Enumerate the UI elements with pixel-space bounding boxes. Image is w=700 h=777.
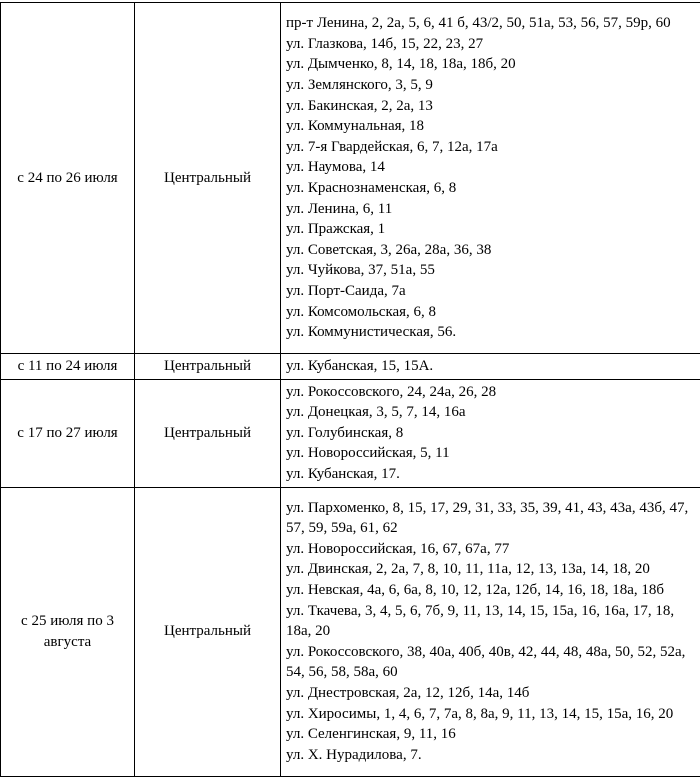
street-line: ул. Чуйкова, 37, 51а, 55 — [286, 260, 693, 281]
street-line: ул. Землянского, 3, 5, 9 — [286, 75, 693, 96]
streets-cell — [281, 354, 700, 380]
street-line: ул. Комсомольская, 6, 8 — [286, 302, 693, 323]
district-cell: Центральный — [135, 379, 281, 487]
street-line: ул. Двинская, 2, 2а, 7, 8, 10, 11, 11а, 12, 13, 13а, 14, 18, 20 — [286, 559, 693, 580]
street-line: ул. Наумова, 14 — [286, 157, 693, 178]
street-line: ул. Х. Нурадилова, 7. — [286, 745, 693, 766]
street-line: ул. Хиросимы, 1, 4, 6, 7, 7а, 8, 8а, 9, 11, 13, 14, 15, 15а, 16, 20 — [286, 704, 693, 725]
street-line: ул. Ленина, 6, 11 — [286, 199, 693, 220]
street-line: ул. Ткачева, 3, 4, 5, 6, 7б, 9, 11, 13, 14, 15, 15а, 16, 16а, 17, 18, 18а, 20 — [286, 601, 693, 642]
street-line: ул. Кубанская, 15, 15А. — [286, 356, 693, 377]
street-line: ул. Невская, 4а, 6, 6а, 8, 10, 12, 12а, 12б, 14, 16, 18, 18а, 18б — [286, 580, 693, 601]
street-line: ул. Дымченко, 8, 14, 18, 18а, 18б, 20 — [286, 54, 693, 75]
street-line: ул. Пражская, 1 — [286, 219, 693, 240]
streets-cell — [281, 487, 700, 776]
district-cell: Центральный — [135, 3, 281, 354]
street-line: ул. Коммунистическая, 56. — [286, 322, 693, 343]
street-line: ул. Глазкова, 14б, 15, 22, 23, 27 — [286, 34, 693, 55]
table-row — [1, 487, 700, 776]
date-range-cell: с 24 по 26 июля — [1, 3, 135, 354]
street-line: ул. Порт-Саида, 7а — [286, 281, 693, 302]
street-line: ул. Рокоссовского, 24, 24а, 26, 28 — [286, 382, 693, 403]
street-line: ул. Пархоменко, 8, 15, 17, 29, 31, 33, 35, 39, 41, 43, 43а, 43б, 47, 57, 59, 59а, 61, 62 — [286, 498, 693, 539]
date-range-cell: с 25 июля по 3 августа — [1, 487, 135, 776]
street-line: ул. Днестровская, 2а, 12, 12б, 14а, 14б — [286, 683, 693, 704]
street-line: ул. Коммунальная, 18 — [286, 116, 693, 137]
street-line: ул. Донецкая, 3, 5, 7, 14, 16а — [286, 402, 693, 423]
table-row — [1, 3, 700, 354]
district-cell: Центральный — [135, 487, 281, 776]
street-line: ул. Кубанская, 17. — [286, 464, 693, 485]
shutdown-schedule-table — [0, 2, 700, 777]
table-row — [1, 354, 700, 380]
street-line: ул. 7-я Гвардейская, 6, 7, 12а, 17а — [286, 137, 693, 158]
street-line: ул. Бакинская, 2, 2а, 13 — [286, 96, 693, 117]
street-line: ул. Новороссийская, 16, 67, 67а, 77 — [286, 539, 693, 560]
streets-cell — [281, 3, 700, 354]
district-cell: Центральный — [135, 354, 281, 380]
table-row — [1, 379, 700, 487]
street-line: пр-т Ленина, 2, 2а, 5, 6, 41 б, 43/2, 50, 51а, 53, 56, 57, 59р, 60 — [286, 13, 693, 34]
street-line: ул. Рокоссовского, 38, 40а, 40б, 40в, 42, 44, 48, 48а, 50, 52, 52а, 54, 56, 58, 58а, 60 — [286, 642, 693, 683]
street-line: ул. Новороссийская, 5, 11 — [286, 443, 693, 464]
street-line: ул. Селенгинская, 9, 11, 16 — [286, 724, 693, 745]
date-range-cell: с 11 по 24 июля — [1, 354, 135, 380]
street-line: ул. Голубинская, 8 — [286, 423, 693, 444]
streets-cell — [281, 379, 700, 487]
street-line: ул. Советская, 3, 26а, 28а, 36, 38 — [286, 240, 693, 261]
date-range-cell: с 17 по 27 июля — [1, 379, 135, 487]
street-line: ул. Краснознаменская, 6, 8 — [286, 178, 693, 199]
